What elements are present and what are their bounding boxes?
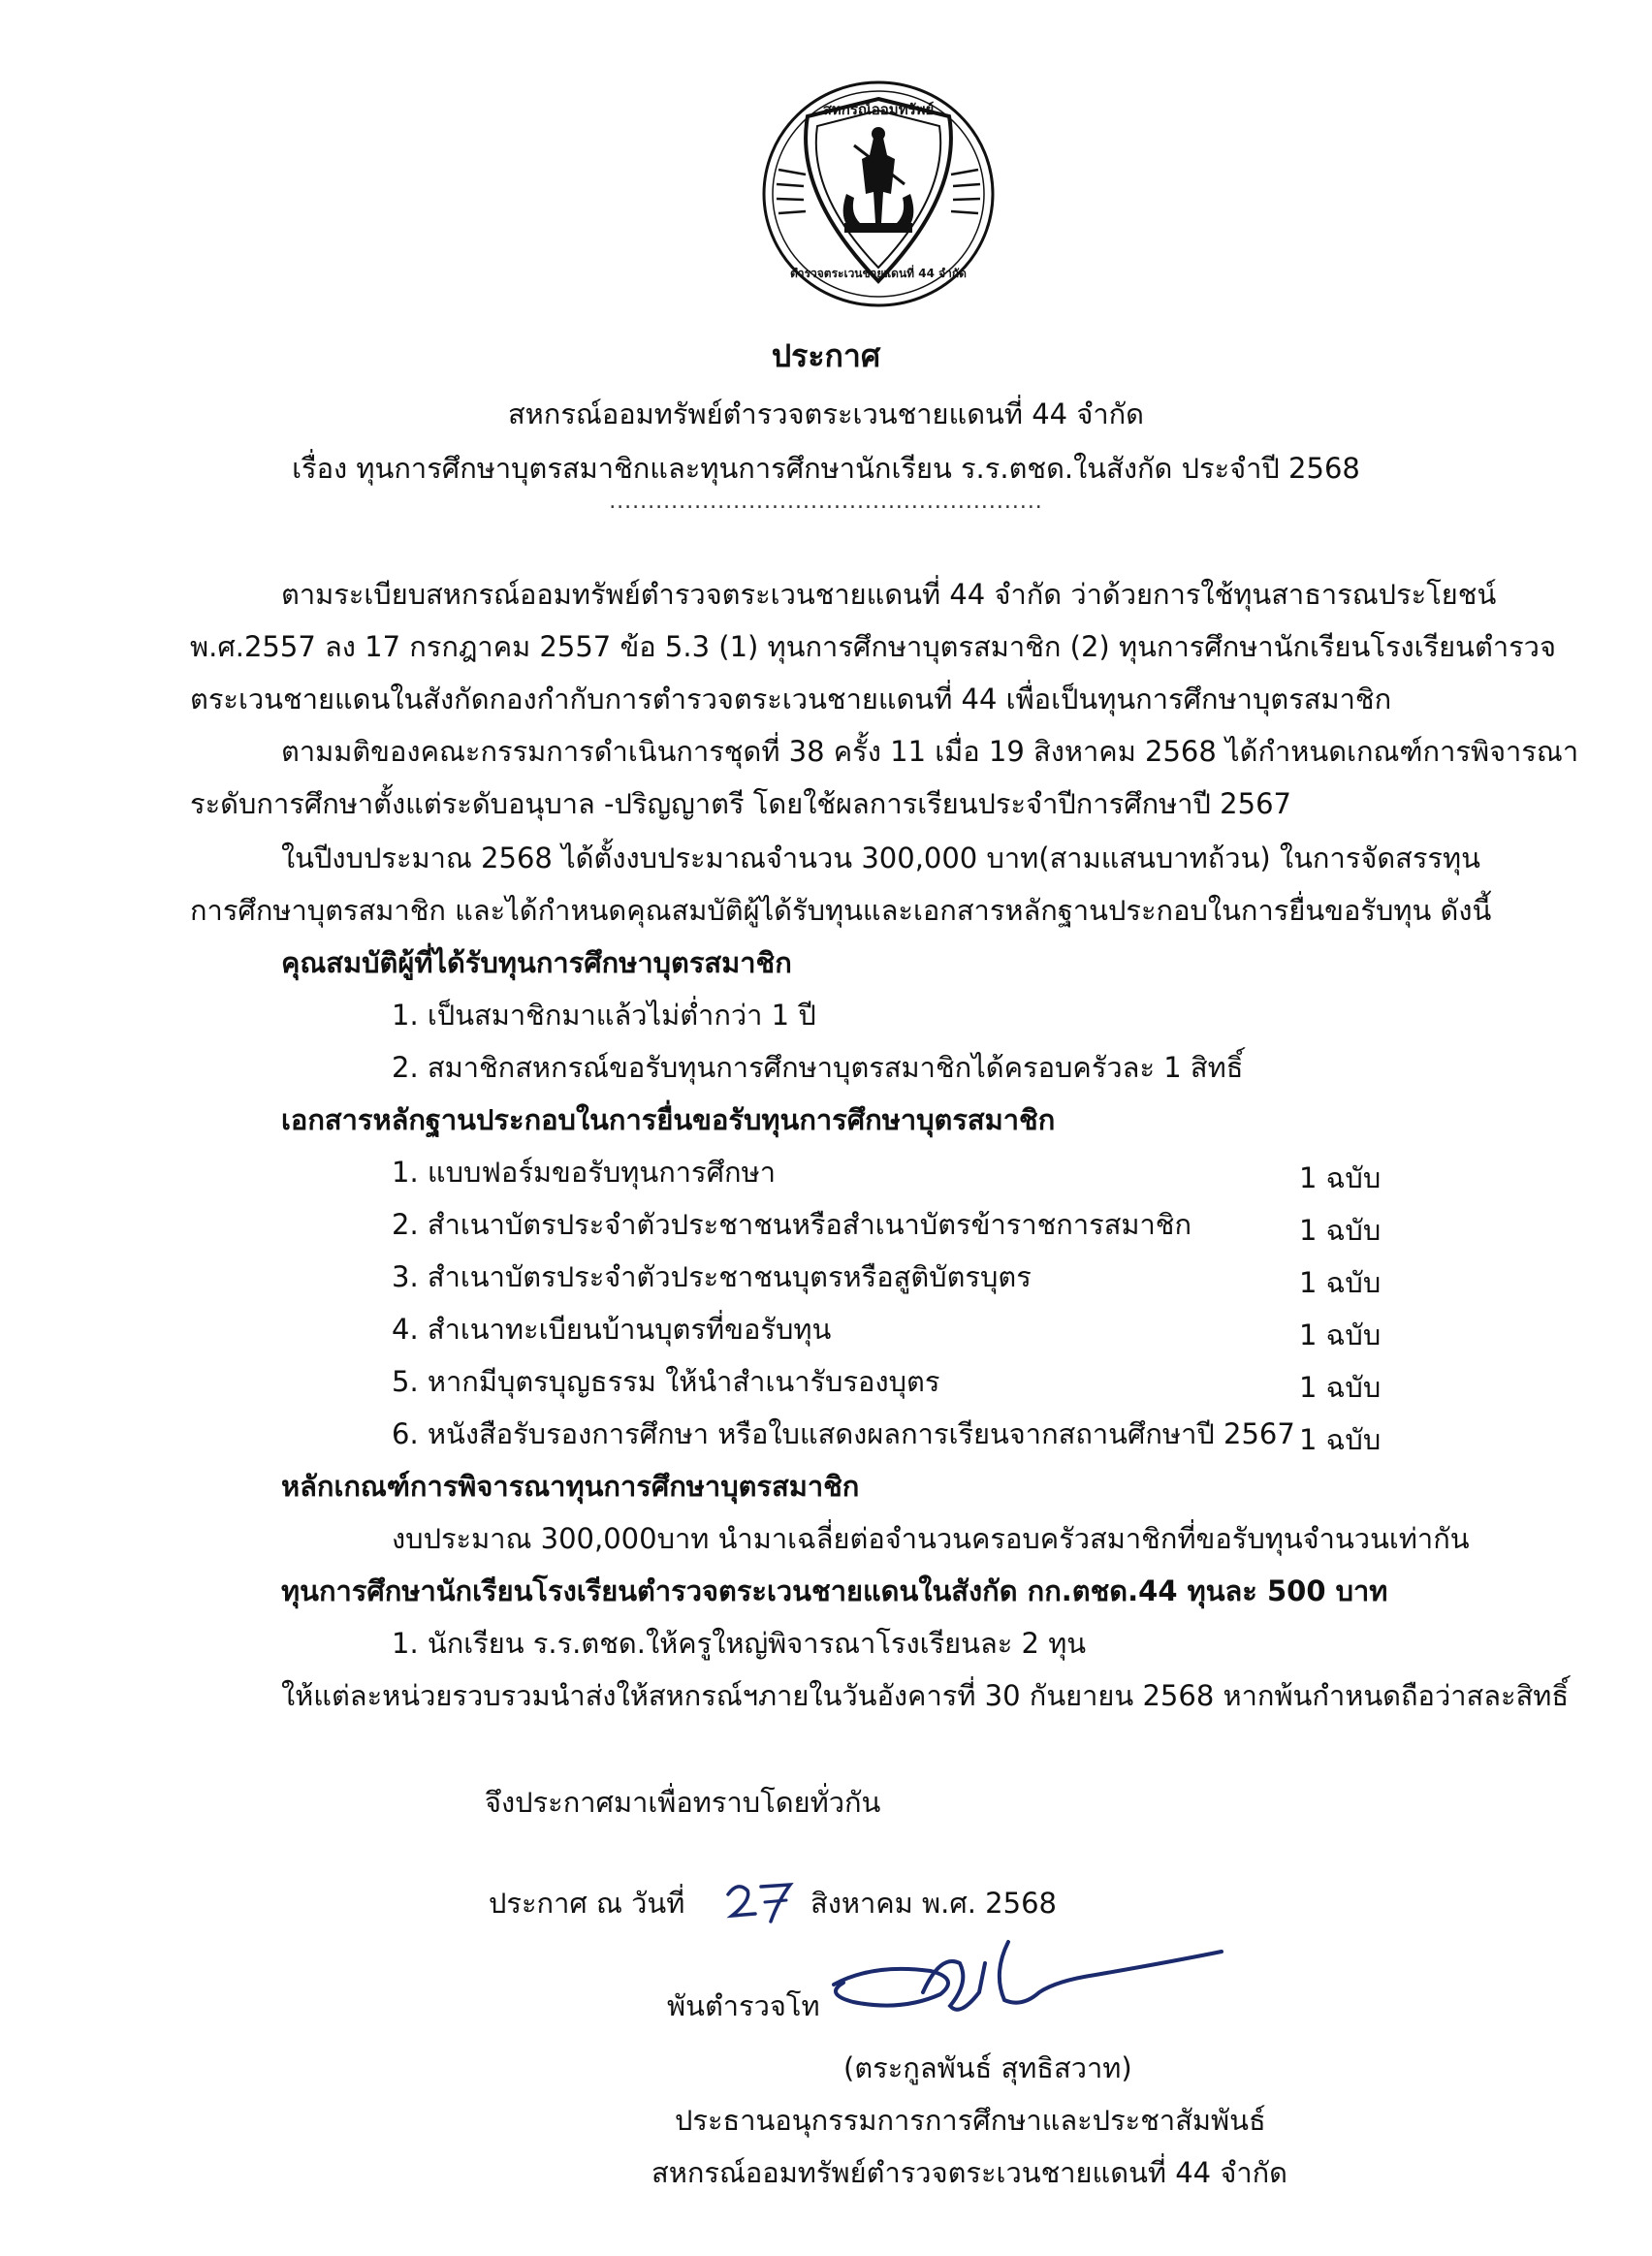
document-item: 2. สำเนาบัตรประจำตัวประชาชนหรือสำเนาบัตรข้าราชการสมาชิก [392, 1208, 1192, 1241]
qualification-item: 1. เป็นสมาชิกมาแล้วไม่ต่ำกว่า 1 ปี [392, 999, 816, 1032]
subject-line: เรื่อง ทุนการศึกษาบุตรสมาชิกและทุนการศึกษานักเรียน ร.ร.ตชด.ในสังกัด ประจำปี 2568 [292, 452, 1360, 485]
date-prefix: ประกาศ ณ วันที่ [489, 1887, 685, 1920]
paragraph-2-line-1: ตามมติของคณะกรรมการดำเนินการชุดที่ 38 ครั้ง 11 เมื่อ 19 สิงหาคม 2568 ได้กำหนดเกณฑ์การพิจารณา [281, 735, 1579, 768]
submission-deadline: ให้แต่ละหน่วยรวบรวมนำส่งให้สหกรณ์ฯภายในวันอังคารที่ 30 กันยายน 2568 หากพ้นกำหนดถือว่าสละสิทธิ์ [281, 1679, 1570, 1712]
handwritten-signature [814, 1924, 1241, 2031]
qualification-item: 2. สมาชิกสหกรณ์ขอรับทุนการศึกษาบุตรสมาชิกได้ครอบครัวละ 1 สิทธิ์ [392, 1051, 1244, 1084]
announcement-title: ประกาศ [771, 337, 881, 374]
document-item: 6. หนังสือรับรองการศึกษา หรือใบแสดงผลการเรียนจากสถานศึกษาปี 2567 [392, 1417, 1295, 1450]
document-item: 3. สำเนาบัตรประจำตัวประชาชนบุตรหรือสูติบัตรบุตร [392, 1260, 1032, 1293]
paragraph-3-line-1: ในปีงบประมาณ 2568 ได้ตั้งงบประมาณจำนวน 300,000 บาท(สามแสนบาทถ้วน) ในการจัดสรรทุน [281, 842, 1480, 874]
document-quantity: 1 ฉบับ [1299, 1266, 1382, 1299]
criteria-text: งบประมาณ 300,000บาท นำมาเฉลี่ยต่อจำนวนครอบครัวสมาชิกที่ขอรับทุนจำนวนเท่ากัน [392, 1522, 1470, 1555]
paragraph-3-line-2: การศึกษาบุตรสมาชิก และได้กำหนดคุณสมบัติผู้ได้รับทุนและเอกสารหลักฐานประกอบในการยื่นขอรับทุน ดังนี้ [190, 894, 1492, 927]
date-suffix: สิงหาคม พ.ศ. 2568 [810, 1887, 1057, 1920]
separator-dots: ........................................................ [609, 490, 1043, 514]
document-item: 4. สำเนาทะเบียนบ้านบุตรที่ขอรับทุน [392, 1313, 832, 1346]
school-scholarship-heading: ทุนการศึกษานักเรียนโรงเรียนตำรวจตระเวนชายแดนในสังกัด กก.ตชด.44 ทุนละ 500 บาท [281, 1574, 1388, 1607]
organization-name: สหกรณ์ออมทรัพย์ตำรวจตระเวนชายแดนที่ 44 จำกัด [507, 397, 1144, 430]
signer-organization: สหกรณ์ออมทรัพย์ตำรวจตระเวนชายแดนที่ 44 จำกัด [651, 2156, 1288, 2189]
qualifications-heading: คุณสมบัติผู้ที่ได้รับทุนการศึกษาบุตรสมาชิก [281, 946, 792, 979]
paragraph-2-line-2: ระดับการศึกษาตั้งแต่ระดับอนุบาล -ปริญญาตรี โดยใช้ผลการเรียนประจำปีการศึกษาปี 2567 [190, 787, 1291, 820]
document-item: 1. แบบฟอร์มขอรับทุนการศึกษา [392, 1156, 776, 1189]
paragraph-1-line-1: ตามระเบียบสหกรณ์ออมทรัพย์ตำรวจตระเวนชายแดนที่ 44 จำกัด ว่าด้วยการใช้ทุนสาธารณประโยชน์ [281, 578, 1497, 611]
document-item: 5. หากมีบุตรบุญธรรม ให้นำสำเนารับรองบุตร [392, 1365, 940, 1398]
document-quantity: 1 ฉบับ [1299, 1161, 1382, 1194]
document-quantity: 1 ฉบับ [1299, 1423, 1382, 1456]
cooperative-seal-logo [759, 78, 998, 310]
document-quantity: 1 ฉบับ [1299, 1319, 1382, 1351]
paragraph-1-line-3: ตระเวนชายแดนในสังกัดกองกำกับการตำรวจตระเวนชายแดนที่ 44 เพื่อเป็นทุนการศึกษาบุตรสมาชิก [190, 683, 1392, 715]
handwritten-day [722, 1877, 800, 1927]
svg-text:สหกรณ์ออมทรัพย์: สหกรณ์ออมทรัพย์ [822, 101, 935, 118]
document-quantity: 1 ฉบับ [1299, 1371, 1382, 1404]
signer-name: (ตระกูลพันธ์ สุทธิสวาท) [843, 2051, 1132, 2084]
document-quantity: 1 ฉบับ [1299, 1214, 1382, 1247]
school-scholarship-item: 1. นักเรียน ร.ร.ตชด.ให้ครูใหญ่พิจารณาโรงเรียนละ 2 ทุน [392, 1627, 1087, 1660]
svg-text:ตำรวจตระเวนชายแดนที่ 44 จำกัด: ตำรวจตระเวนชายแดนที่ 44 จำกัด [790, 267, 967, 280]
paragraph-1-line-2: พ.ศ.2557 ลง 17 กรกฎาคม 2557 ข้อ 5.3 (1) ทุนการศึกษาบุตรสมาชิก (2) ทุนการศึกษานักเรียนโรงเรียนตำรวจ [190, 630, 1556, 663]
signer-rank: พันตำรวจโท [667, 1989, 820, 2022]
signer-position: ประธานอนุกรรมการการศึกษาและประชาสัมพันธ์ [675, 2104, 1266, 2137]
documents-heading: เอกสารหลักฐานประกอบในการยื่นขอรับทุนการศึกษาบุตรสมาชิก [281, 1103, 1056, 1136]
criteria-heading: หลักเกณฑ์การพิจารณาทุนการศึกษาบุตรสมาชิก [281, 1470, 860, 1503]
closing-announcement: จึงประกาศมาเพื่อทราบโดยทั่วกัน [485, 1786, 881, 1819]
